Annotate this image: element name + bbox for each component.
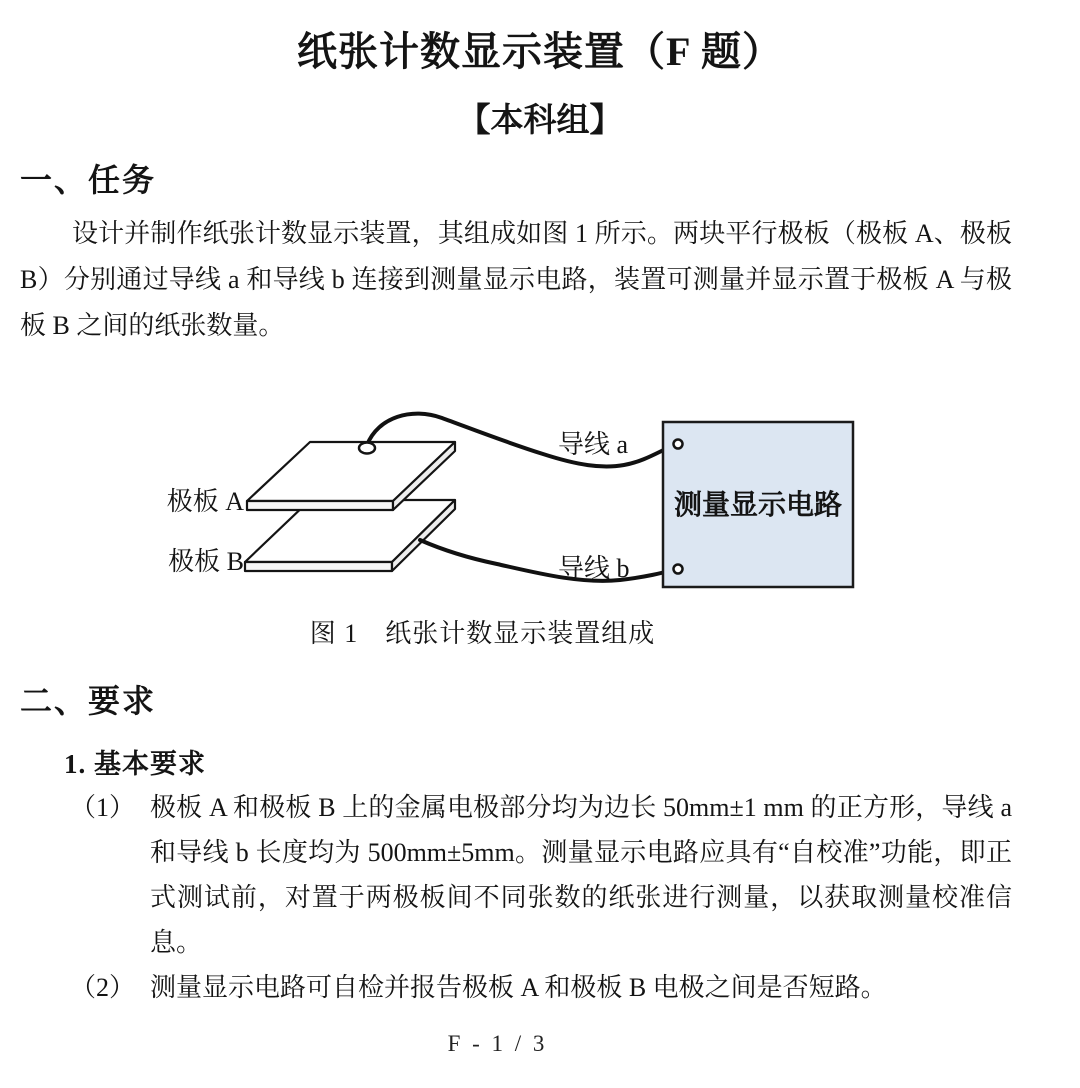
plate-a-label: 极板 A xyxy=(166,487,244,516)
figure-caption: 图 1 纸张计数显示装置组成 xyxy=(309,619,656,648)
requirements-list xyxy=(0,785,1080,1010)
requirement-item-2-text: 测量显示电路可自检并报告极板 A 和极板 B 电极之间是否短路。 xyxy=(150,973,887,1002)
section-heading-requirements: 二、要求 xyxy=(20,683,157,719)
wire-b xyxy=(420,540,677,581)
subheading-basic-requirements: 1. 基本要求 xyxy=(64,749,206,779)
requirement-item-1-text: 极板 A 和极板 B 上的金属电极部分均为边长 50mm±1 mm 的正方形，导线 a 和导线 b 长度均为 500mm±5mm。测量显示电路应具有“自校准”功能，即正式测试前，对置于两极板间不同张数的纸张进行测量，以获取测量校准信息。 xyxy=(150,793,1012,957)
section-heading-task: 一、任务 xyxy=(20,162,157,198)
page-number: F - 1 / 3 xyxy=(447,1031,548,1056)
requirement-item-1 xyxy=(0,785,1080,965)
requirement-item-1-label: （1） xyxy=(70,793,136,822)
circuit-terminal-a xyxy=(674,440,683,449)
task-paragraph: 设计并制作纸张计数显示装置，其组成如图 1 所示。两块平行极板（极板 A、极板 B）分别通过导线 a 和导线 b 连接到测量显示电路，装置可测量并显示置于极板 A 与极板 B 之间的纸张数量。 xyxy=(20,219,1012,340)
plate-b-label: 极板 B xyxy=(168,547,244,576)
page-title: 纸张计数显示装置（F 题） xyxy=(297,29,783,74)
wire-b-label: 导线 b xyxy=(558,554,630,583)
figure-device-diagram xyxy=(0,390,1080,602)
plate-a-terminal xyxy=(359,443,375,454)
page-subtitle: 【本科组】 xyxy=(457,103,623,139)
wire-a-label: 导线 a xyxy=(558,430,629,459)
circuit-box-label: 测量显示电路 xyxy=(673,490,843,521)
requirement-item-2-label: （2） xyxy=(70,973,136,1002)
requirement-item-2 xyxy=(0,965,1080,1010)
circuit-terminal-b xyxy=(674,565,683,574)
